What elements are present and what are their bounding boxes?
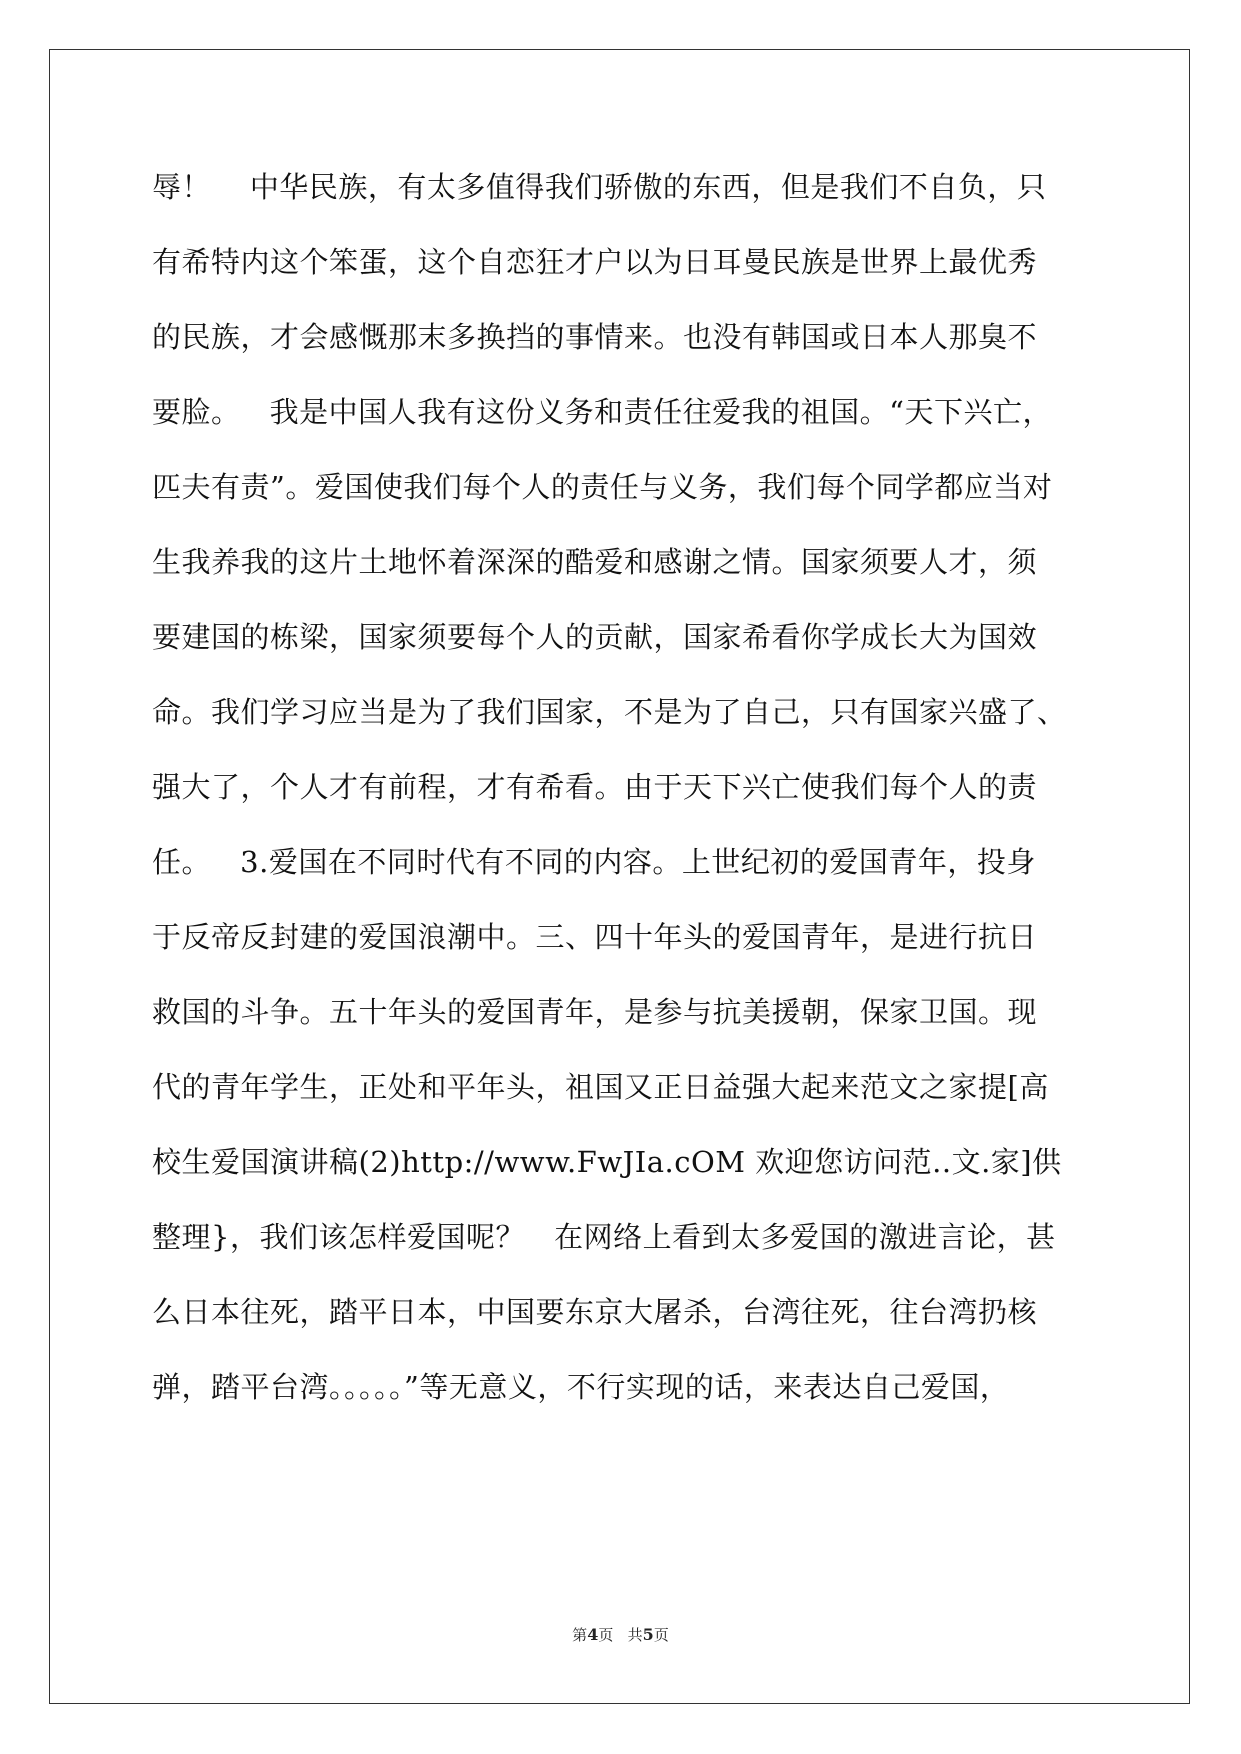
text-line: 救国的斗争。五十年头的爱国青年，是参与抗美援朝，保家卫国。现 xyxy=(152,995,1038,1029)
text-line: 要脸。 我是中国人我有这份义务和责任往爱我的祖国。“天下兴亡， xyxy=(152,395,1052,429)
page-suffix: 页 xyxy=(598,1626,614,1644)
text-line: 代的青年学生，正处和平年头，祖国又正日益强大起来范文之家提[高 xyxy=(152,1070,1049,1104)
text-line: 弹，踏平台湾。。。。。”等无意义，不行实现的话，来表达自己爱国， xyxy=(152,1370,1010,1404)
page-prefix: 第 xyxy=(572,1626,588,1644)
text-line: 强大了，个人才有前程，才有希看。由于天下兴亡使我们每个人的责 xyxy=(152,770,1038,804)
text-line: 于反帝反封建的爱国浪潮中。三、四十年头的爱国青年，是进行抗日 xyxy=(152,920,1038,954)
total-prefix: 共 xyxy=(627,1626,643,1644)
total-pages: 5 xyxy=(642,1625,654,1644)
page-footer xyxy=(0,1624,1241,1645)
text-line: 么日本往死，踏平日本，中国要东京大屠杀，台湾往死，往台湾扔核 xyxy=(152,1295,1038,1329)
text-line: 整理}，我们该怎样爱国呢？ 在网络上看到太多爱国的激进言论，甚 xyxy=(152,1220,1056,1254)
page-number: 4 xyxy=(587,1625,599,1644)
document-body xyxy=(152,160,1092,1435)
text-line: 校生爱国演讲稿(2)http://www.FwJIa.cOM 欢迎您访问范..文.家]供 xyxy=(152,1145,1062,1179)
text-line: 辱！ 中华民族，有太多值得我们骄傲的东西，但是我们不自负，只 xyxy=(152,170,1047,204)
text-line: 任。 3.爱国在不同时代有不同的内容。上世纪初的爱国青年，投身 xyxy=(152,845,1036,879)
total-suffix: 页 xyxy=(653,1626,669,1644)
text-line: 生我养我的这片土地怀着深深的酷爱和感谢之情。国家须要人才，须 xyxy=(152,545,1038,579)
text-line: 匹夫有责”。爱国使我们每个人的责任与义务，我们每个同学都应当对 xyxy=(152,470,1053,504)
text-line: 的民族，才会感慨那末多换挡的事情来。也没有韩国或日本人那臭不 xyxy=(152,320,1038,354)
text-line: 要建国的栋梁，国家须要每个人的贡献，国家希看你学成长大为国效 xyxy=(152,620,1038,654)
text-line: 有希特内这个笨蛋，这个自恋狂才户以为日耳曼民族是世界上最优秀 xyxy=(152,245,1038,279)
text-line: 命。我们学习应当是为了我们国家，不是为了自己，只有国家兴盛了、 xyxy=(152,695,1067,729)
